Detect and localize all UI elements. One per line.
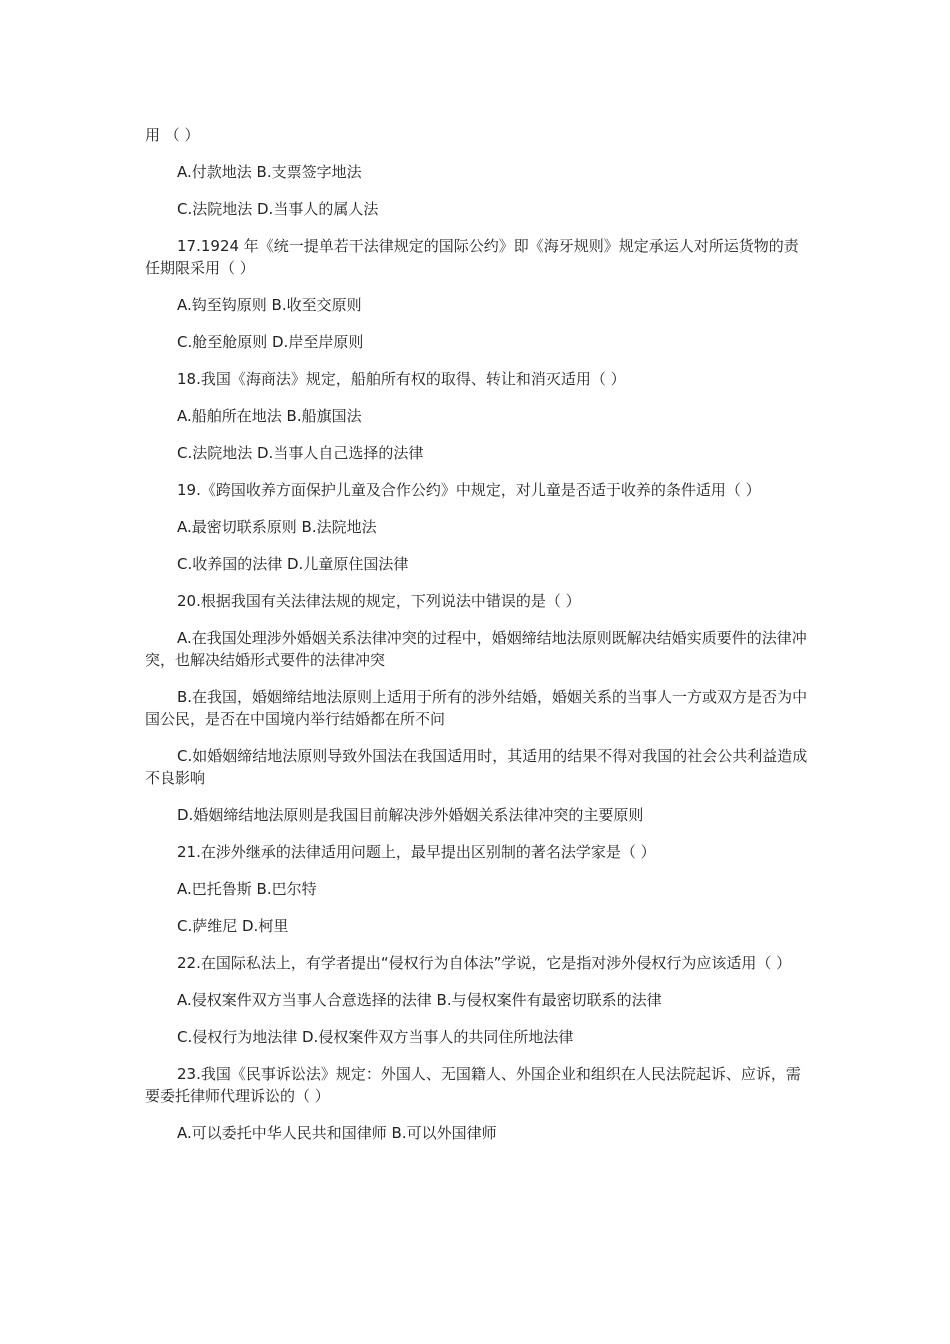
option-line: A.钩至钩原则 B.收至交原则 (177, 296, 362, 314)
option-line: A.在我国处理涉外婚姻关系法律冲突的过程中，婚姻缔结地法原则既解决结婚实质要件的法律冲突，也解决结婚形式要件的法律冲突 (145, 629, 807, 669)
option-line: A.可以委托中华人民共和国律师 B.可以外国律师 (177, 1124, 497, 1142)
option-line: C.法院地法 D.当事人自己选择的法律 (177, 444, 424, 462)
option-line: A.船舶所在地法 B.船旗国法 (177, 407, 362, 425)
option-line: A.侵权案件双方当事人合意选择的法律 B.与侵权案件有最密切联系的法律 (177, 991, 662, 1009)
option-line: A.巴托鲁斯 B.巴尔特 (177, 880, 317, 898)
question-21: 21.在涉外继承的法律适用问题上，最早提出区别制的著名法学家是（ ） (177, 843, 656, 861)
option-line: C.侵权行为地法律 D.侵权案件双方当事人的共同住所地法律 (177, 1028, 574, 1046)
question-17: 17.1924 年《统一提单若干法律规定的国际公约》即《海牙规则》规定承运人对所运货物的责任期限采用（ ） (145, 237, 799, 277)
option-line: C.萨维尼 D.柯里 (177, 917, 289, 935)
question-continuation: 用 （ ） (145, 126, 200, 144)
question-22: 22.在国际私法上，有学者提出“侵权行为自体法”学说，它是指对涉外侵权行为应该适用（ ） (177, 954, 792, 972)
question-20: 20.根据我国有关法律法规的规定，下列说法中错误的是（ ） (177, 592, 581, 610)
option-line: C.法院地法 D.当事人的属人法 (177, 200, 379, 218)
question-19: 19.《跨国收养方面保护儿童及合作公约》中规定，对儿童是否适于收养的条件适用（ ） (177, 481, 761, 499)
option-line: C.舱至舱原则 D.岸至岸原则 (177, 333, 364, 351)
option-line: B.在我国，婚姻缔结地法原则上适用于所有的涉外结婚，婚姻关系的当事人一方或双方是否为中国公民，是否在中国境内举行结婚都在所不问 (145, 688, 808, 728)
document-body (145, 124, 809, 1159)
option-line: A.最密切联系原则 B.法院地法 (177, 518, 377, 536)
option-line: D.婚姻缔结地法原则是我国目前解决涉外婚姻关系法律冲突的主要原则 (177, 806, 644, 824)
question-23: 23.我国《民事诉讼法》规定：外国人、无国籍人、外国企业和组织在人民法院起诉、应诉，需要委托律师代理诉讼的（ ） (145, 1065, 801, 1105)
option-line: C.如婚姻缔结地法原则导致外国法在我国适用时，其适用的结果不得对我国的社会公共利益造成不良影响 (145, 747, 808, 787)
question-18: 18.我国《海商法》规定，船舶所有权的取得、转让和消灭适用（ ） (177, 370, 626, 388)
option-line: A.付款地法 B.支票签字地法 (177, 163, 362, 181)
option-line: C.收养国的法律 D.儿童原住国法律 (177, 555, 409, 573)
